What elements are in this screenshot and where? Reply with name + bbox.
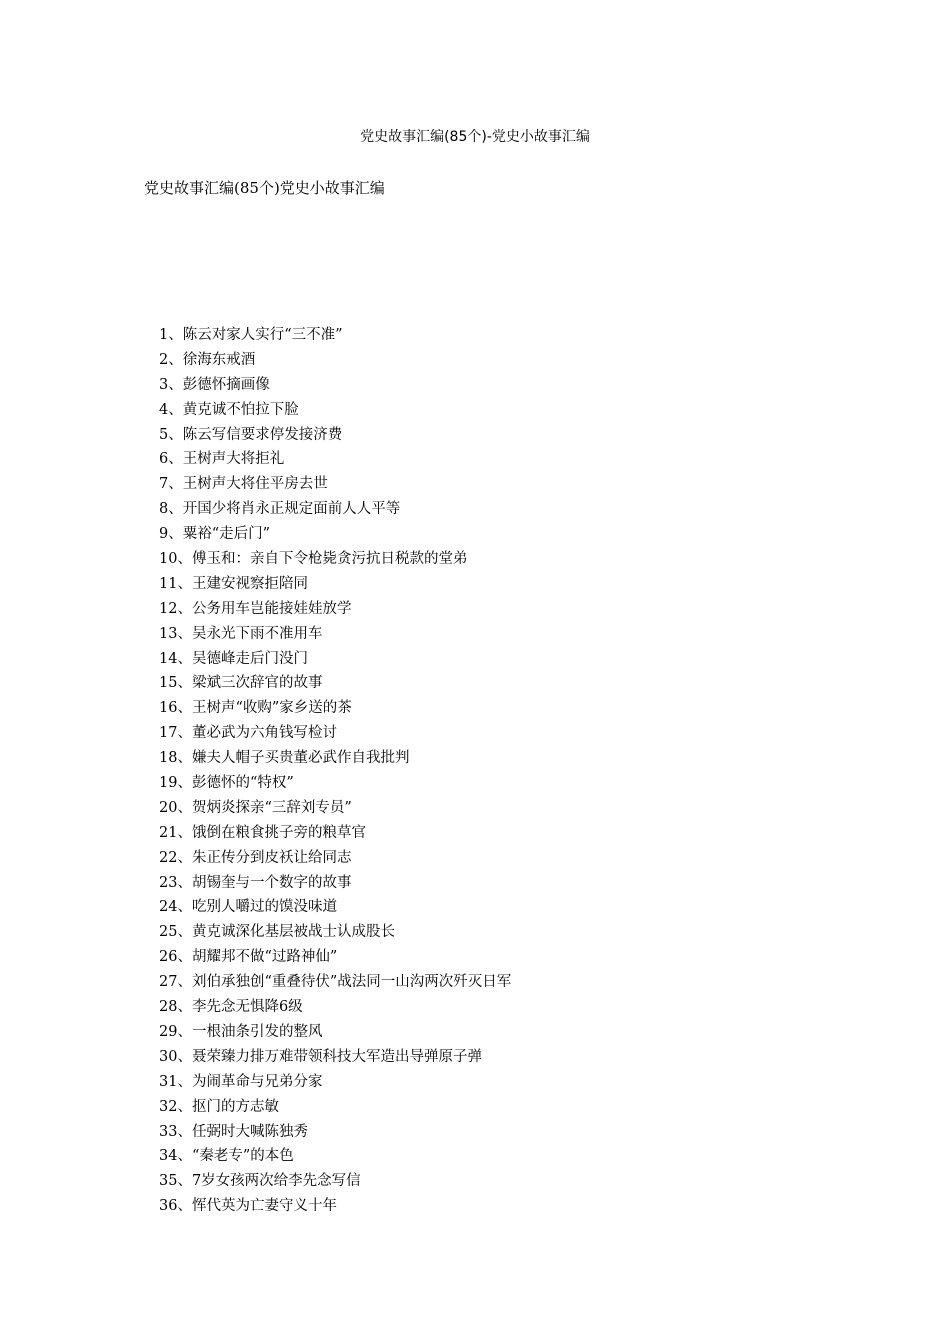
list-item: 17、董必武为六角钱写检讨	[159, 725, 337, 742]
list-item: 14、吴德峰走后门没门	[159, 650, 308, 667]
list-item: 5、陈云写信要求停发接济费	[159, 426, 343, 443]
list-item: 3、彭德怀摘画像	[159, 376, 270, 393]
list-item: 4、黄克诚不怕拉下脸	[159, 401, 299, 418]
list-item: 28、李先念无惧降6级	[159, 999, 303, 1016]
list-item: 24、吃别人嚼过的馍没味道	[159, 899, 337, 916]
list-item: 36、恽代英为亡妻守义十年	[159, 1198, 337, 1215]
list-item: 29、一根油条引发的整风	[159, 1023, 323, 1040]
list-item: 21、饿倒在粮食挑子旁的粮草官	[159, 824, 366, 841]
list-item: 11、王建安视察拒陪同	[159, 575, 308, 592]
list-item: 15、梁斌三次辞官的故事	[159, 675, 323, 692]
list-item: 13、吴永光下雨不准用车	[159, 625, 323, 642]
list-item: 31、为闹革命与兄弟分家	[159, 1073, 323, 1090]
list-item: 22、朱正传分到皮袄让给同志	[159, 849, 352, 866]
list-item: 18、嫌夫人帽子买贵董必武作自我批判	[159, 750, 410, 767]
list-item: 20、贺炳炎探亲“三辞刘专员”	[159, 799, 352, 816]
list-item: 30、聂荣臻力排万难带领科技大军造出导弹原子弹	[159, 1048, 482, 1065]
list-item: 7、王树声大将住平房去世	[159, 476, 328, 493]
list-item: 1、陈云对家人实行“三不准”	[159, 327, 343, 343]
list-item: 27、刘伯承独创“重叠待伏”战法同一山沟两次歼灭日军	[159, 974, 512, 991]
list-item: 10、傅玉和：亲自下令枪毙贪污抗日税款的堂弟	[159, 551, 468, 568]
list-item: 6、王树声大将拒礼	[159, 451, 285, 468]
list-item: 33、任弼时大喊陈独秀	[159, 1123, 308, 1140]
list-item: 12、公务用车岂能接娃娃放学	[159, 600, 352, 617]
list-item: 16、王树声“收购”家乡送的茶	[159, 700, 352, 717]
document-title: 党史故事汇编(85个)党史小故事汇编	[144, 179, 385, 197]
list-item: 25、黄克诚深化基层被战士认成股长	[159, 924, 395, 941]
list-item: 35、7岁女孩两次给李先念写信	[159, 1173, 361, 1190]
page-header: 党史故事汇编(85个)-党史小故事汇编	[360, 129, 590, 145]
list-item: 19、彭德怀的“特权”	[159, 775, 294, 792]
list-item: 32、抠门的方志敏	[159, 1098, 279, 1115]
story-list	[159, 323, 511, 1219]
list-item: 26、胡耀邦不做“过路神仙”	[159, 949, 338, 966]
list-item: 9、粟裕“走后门”	[159, 526, 271, 543]
list-item: 8、开国少将肖永正规定面前人人平等	[159, 501, 401, 518]
list-item: 34、“秦老专”的本色	[159, 1148, 294, 1165]
list-item: 23、胡锡奎与一个数字的故事	[159, 874, 352, 891]
list-item: 2、徐海东戒酒	[159, 351, 256, 368]
